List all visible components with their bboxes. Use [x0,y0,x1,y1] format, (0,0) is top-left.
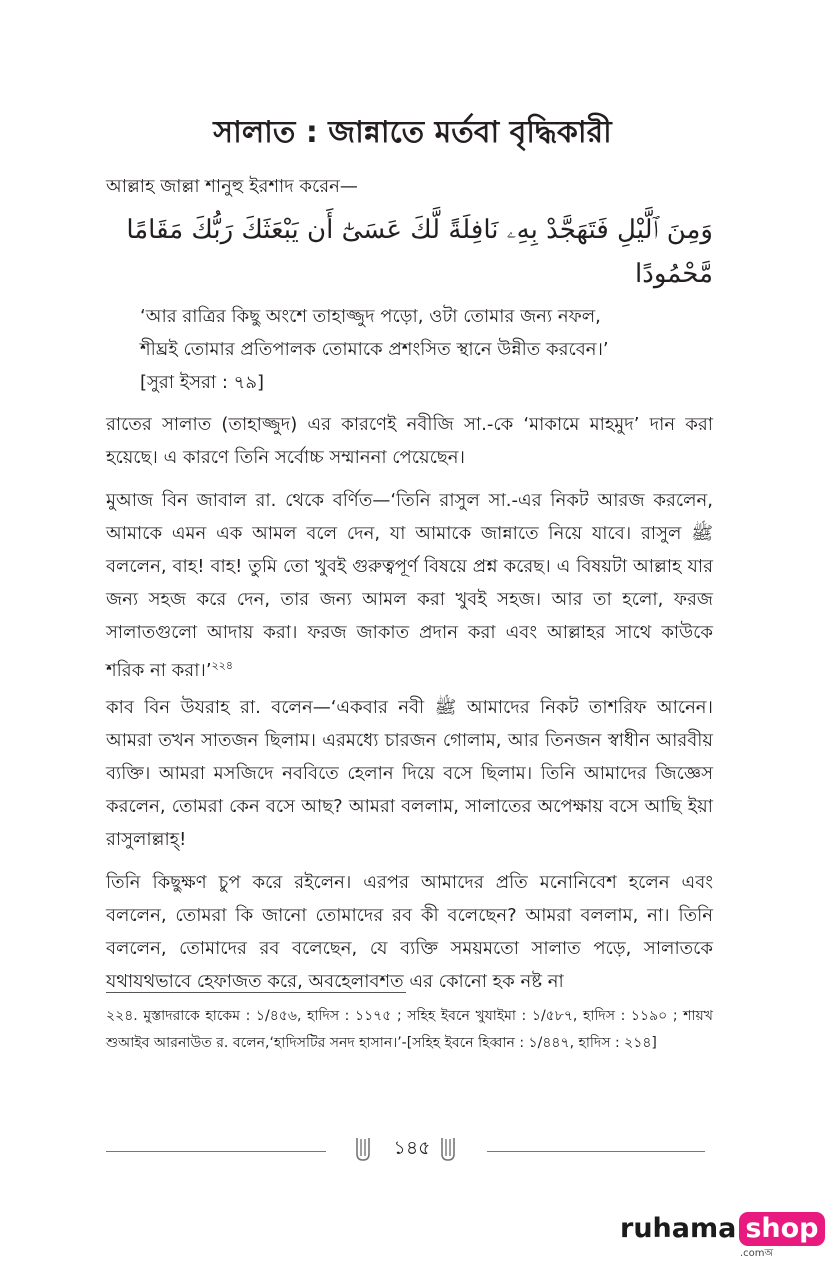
arabic-verse-line-2: مَّحْمُودًا [635,259,713,289]
ornament-left-icon [355,1136,371,1162]
brand-domain: .comঅ [740,1248,774,1259]
paragraph-1: রাতের সালাত (তাহাজ্জুদ) এর কারণেই নবীজি সা.-কে ‘মাকামে মাহমুদ’ দান করা হয়েছে। এ কারণে তিনি সর্বোচ্চ সম্মাননা পেয়েছেন। [106,414,713,468]
arabic-verse-line-1: وَمِنَ ٱلَّيْلِ فَتَهَجَّدْ بِهِۦ نَافِلَةً لَّكَ عَسَىٰٓ أَن يَبْعَثَكَ رَبُّكَ مَقَامًا [126,215,713,245]
brand-logo [620,1212,825,1246]
footer-rule-left [106,1151,326,1152]
footnote-reference[interactable]: ২২৪ [211,659,234,672]
ornament-right-icon [440,1136,456,1162]
brand-badge: shop [739,1212,824,1246]
translation-line-1: ‘আর রাত্রির কিছু অংশে তাহাজ্জুদ পড়ো, ওটা তোমার জন্য নফল, [140,306,601,327]
verse-translation [140,300,715,399]
arabic-verse [106,208,713,296]
footnote-separator [106,992,406,993]
page-title: সালাত : জান্নাতে মর্তবা বৃদ্ধিকারী [213,115,612,150]
page-number: ১৪৫ [393,1137,431,1159]
paragraph-3: কাব বিন উযরাহ রা. বলেন—‘একবার নবী ﷺ আমাদের নিকট তাশরিফ আনেন। আমরা তখন সাতজন ছিলাম। এরমধ্যে চারজন গোলাম, আর তিনজন স্বাধীন আরবীয় ব্যক্তি। আমরা মসজিদে নববিতে হেলান দিয়ে বসে ছিলাম। তিনি আমাদের জিজ্ঞেস করলেন, তোমরা কেন বসে আছ? আমরা বললাম, সালাতের অপেক্ষায় বসে আছি ইয়া রাসুলাল্লাহ্! [106,697,713,850]
paragraph-2-text: মুআজ বিন জাবাল রা. থেকে বর্ণিত—‘তিনি রাসুল সা.-এর নিকট আরজ করলেন, আমাকে এমন এক আমল বলে দেন, যা আমাকে জান্নাতে নিয়ে যাবে। রাসুল ﷺ বললেন, বাহ! বাহ! তুমি তো খুবই গুরুত্বপূর্ণ বিষয়ে প্রশ্ন করেছ। এ বিষয়টা আল্লাহ যার জন্য সহজ করে দেন, তার জন্য আমল করা খুবই সহজ। আর তা হলো, ফরজ সালাতগুলো আদায় করা। ফরজ জাকাত প্রদান করা এবং আল্লাহর সাথে কাউকে শরিক না করা।’ [106,490,713,681]
paragraph-4: তিনি কিছুক্ষণ চুপ করে রইলেন। এরপর আমাদের প্রতি মনোনিবেশ হলেন এবং বললেন, তোমরা কি জানো তোমাদের রব কী বলেছেন? আমরা বললাম, না। তিনি বললেন, তোমাদের রব বলেছেন, যে ব্যক্তি সময়মতো সালাত পড়ে, সালাতকে যথাযথভাবে হেফাজত করে, অবহেলাবশত এর কোনো হক নষ্ট না [106,872,713,992]
translation-line-2: শীঘ্রই তোমার প্রতিপালক তোমাকে প্রশংসিত স্থানে উন্নীত করবেন।’ [140,339,609,360]
footer-rule-right [487,1151,705,1152]
brand-name: ruhama [620,1213,737,1244]
footnote: ২২৪. মুস্তাদরাকে হাকেম : ১/৪৫৬, হাদিস : ১১৭৫ ; সহিহ ইবনে খুযাইমা : ১/৫৮৭, হাদিস : ১১৯০ ; শায়খ শুআইব আরনাউত র. বলেন,‘হাদিসটির সনদ হাসান।’-[সহিহ ইবনে হিব্বান : ১/৪৪৭, হাদিস : ২১৪] [106,1008,713,1051]
paragraph-2 [106,484,713,687]
translation-reference: [সুরা ইসরা : ৭৯] [140,372,265,393]
intro-text: আল্লাহ জাল্লা শানুহু ইরশাদ করেন— [106,176,358,197]
